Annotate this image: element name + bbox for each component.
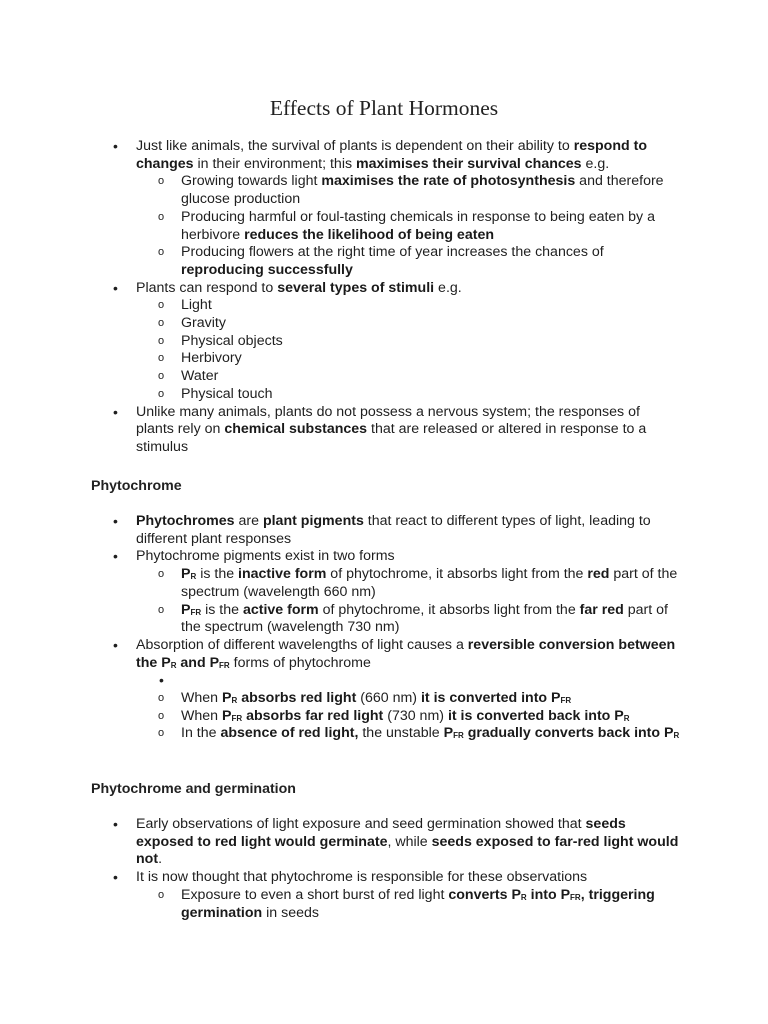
list-item: o Water: [181, 368, 680, 386]
list-item: • Early observations of light exposure and seed germination showed that seeds exposed to red light would germinate, while seeds exposed to far-red light would not.: [0, 816, 768, 869]
list-item: • Plants can respond to several types of stimuli e.g. o Light o Gravity o Physical objects o Herbivory o Water o Physical touch: [0, 280, 768, 404]
empty-list-item: [181, 672, 680, 690]
list-item: o Producing harmful or foul-tasting chemicals in response to being eaten by a herbivore reduces the likelihood of being eaten: [181, 209, 680, 244]
list-item: o In the absence of red light, the unstable $P_{FR}$ gradually converts back into $P_R$: [181, 725, 680, 743]
stimuli-list: [136, 297, 680, 403]
list-item: • Just like animals, the survival of plants is dependent on their ability to respond to changes in their environment; this maximises their survival chances e.g. o Growing towards light maximises the rate of photosynthesis and therefore glucose production o Producing harmful or foul-tasting chemicals in response to being eaten by a herbivore reduces the likelihood of being eaten o Producing flowers at the right time of year increases the chances of reproducing successfully: [0, 138, 768, 280]
list-item: o $P_{FR}$ is the active form of phytochrome, it absorbs light from the far red part of the spectrum (wavelength 730 nm): [181, 602, 680, 637]
list-item: • Phytochrome pigments exist in two forms o $P_R$ is the inactive form of phytochrome, it absorbs light from the red part of the spectrum (wavelength 660 nm) o $P_{FR}$ is the active form of phytochrome, it absorbs light from the far red part of the spectrum (wavelength 730 nm): [0, 548, 768, 637]
list-item: • Phytochromes are plant pigments that react to different types of light, leading to different plant responses: [0, 513, 768, 548]
phytochrome-list: [0, 513, 768, 743]
intro-section: [0, 138, 768, 457]
list-item: • It is now thought that phytochrome is responsible for these observations o Exposure to even a short burst of red light converts $P_R$ into $P_{FR}$, triggering germination in seeds: [0, 869, 768, 922]
phytochrome-section: [0, 513, 768, 743]
page-title: Effects of Plant Hormones: [269, 96, 499, 120]
germination-list: [0, 816, 768, 922]
list-item: • Absorption of different wavelengths of light causes a reversible conversion between the $P_R$ and $P_{FR}$ forms of phytochrome • o When $P_R$ absorbs red light (660 nm) it is converted into $P_{FR}$ o When $P_{FR}$ absorbs far red light (730 nm) it is converted back into $P_R$ o In the absence of red light, the unstable $P_{FR}$ gradually converts back into $P_R$: [0, 637, 768, 743]
list-item: o Producing flowers at the right time of year increases the chances of reproducing successfully: [181, 244, 680, 279]
list-item: o When $P_{FR}$ absorbs far red light (730 nm) it is converted back into $P_R$: [181, 708, 680, 726]
sublist: [136, 566, 680, 637]
list-item: o Growing towards light maximises the rate of photosynthesis and therefore glucose production: [181, 173, 680, 208]
list-item: o Gravity: [181, 315, 680, 333]
sublist: [136, 672, 680, 743]
list-item: o When $P_R$ absorbs red light (660 nm) it is converted into $P_{FR}$: [181, 690, 680, 708]
list-item: o Physical objects: [181, 333, 680, 351]
list-item: o Exposure to even a short burst of red light converts $P_R$ into $P_{FR}$, triggering germination in seeds: [181, 887, 680, 922]
section-heading: Phytochrome and germination: [91, 781, 296, 797]
list-item: o $P_R$ is the inactive form of phytochrome, it absorbs light from the red part of the spectrum (wavelength 660 nm): [181, 566, 680, 601]
section-heading: Phytochrome: [91, 478, 182, 494]
intro-list: [0, 138, 768, 457]
list-item: o Herbivory: [181, 350, 680, 368]
sublist: [136, 173, 680, 279]
sublist: [136, 887, 680, 922]
list-item: o Light: [181, 297, 680, 315]
list-item: • Unlike many animals, plants do not possess a nervous system; the responses of plants rely on chemical substances that are released or altered in response to a stimulus: [0, 404, 768, 457]
list-item: o Physical touch: [181, 386, 680, 404]
germination-section: [0, 816, 768, 922]
